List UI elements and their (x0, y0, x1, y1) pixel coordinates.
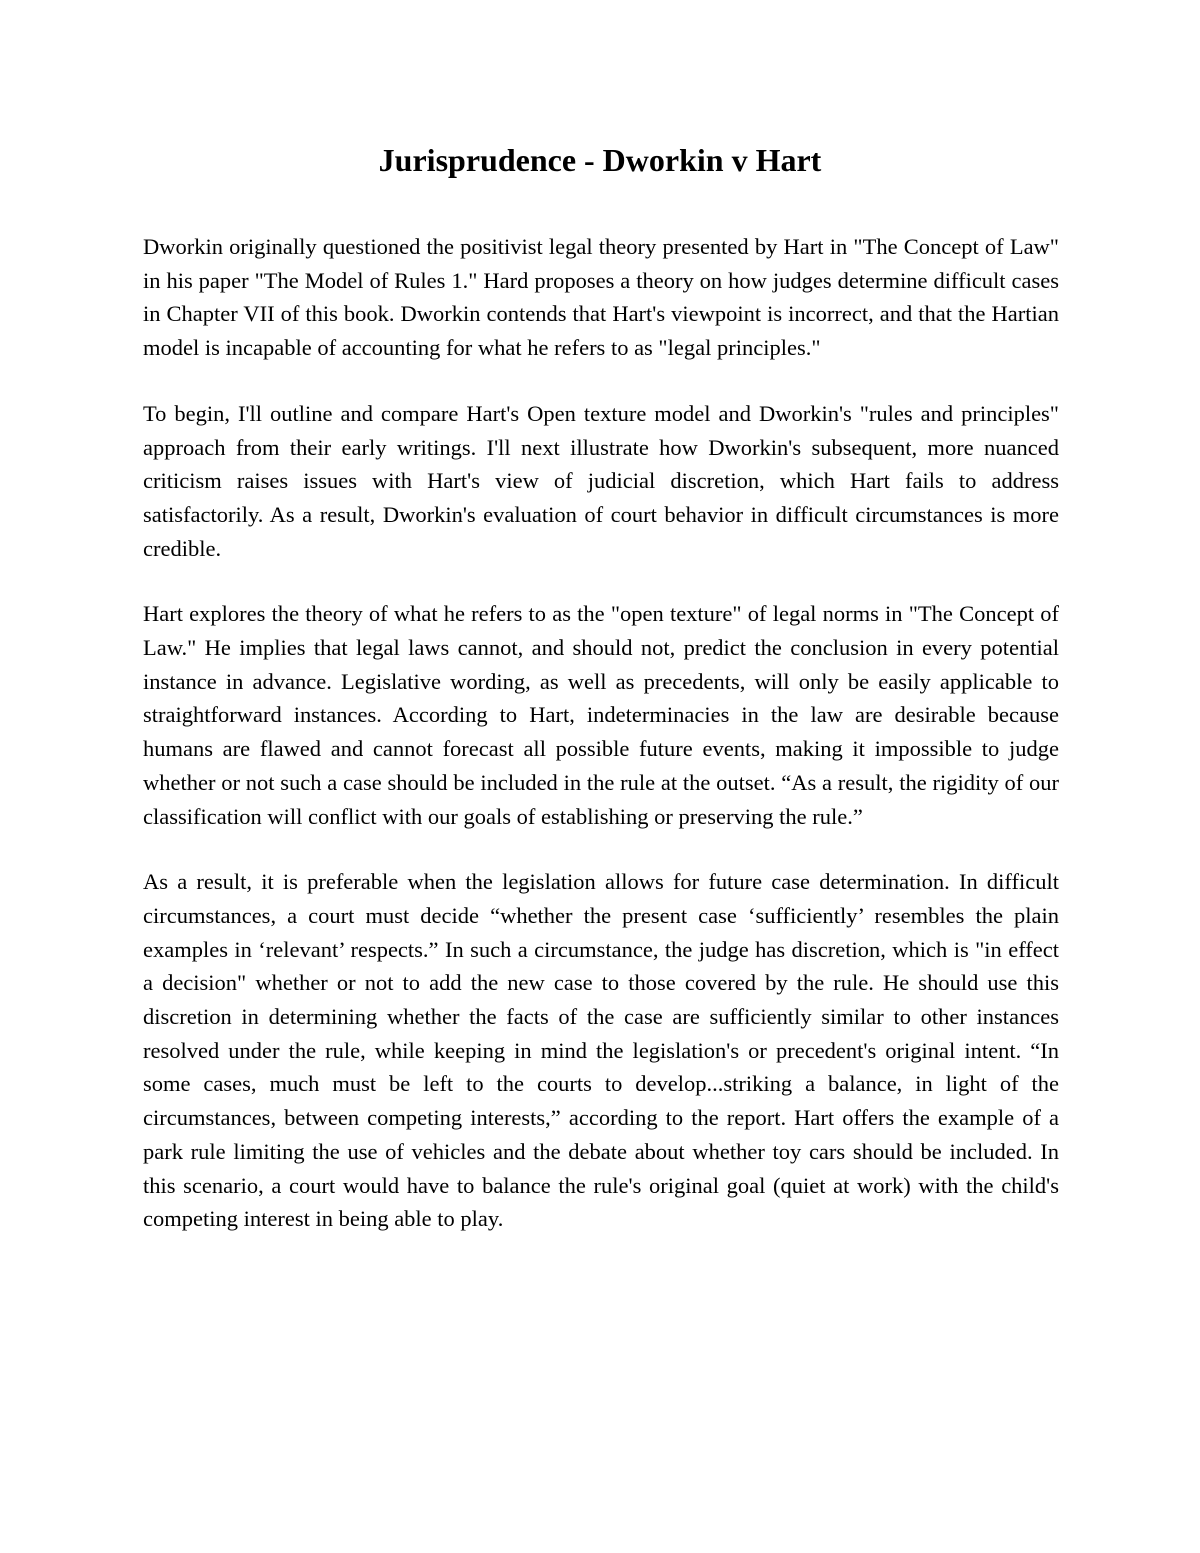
paragraph-1: Dworkin originally questioned the positivist legal theory presented by Hart in "The Concept of Law" in his paper "The Model of Rules 1." Hard proposes a theory on how judges determine difficult cases in Chapter VII of this book. Dworkin contends that Hart's viewpoint is incorrect, and that the Hartian model is incapable of accounting for what he refers to as "legal principles." (143, 234, 1059, 361)
paragraph-3: Hart explores the theory of what he refers to as the "open texture" of legal norms in "The Concept of Law." He implies that legal laws cannot, and should not, predict the conclusion in every potential instance in advance. Legislative wording, as well as precedents, will only be easily applicable to straightforward instances. According to Hart, indeterminacies in the law are desirable because humans are flawed and cannot forecast all possible future events, making it impossible to judge whether or not such a case should be included in the rule at the outset. “As a result, the rigidity of our classification will conflict with our goals of establishing or preserving the rule.” (143, 601, 1059, 829)
document-title: Jurisprudence - Dworkin v Hart (378, 142, 822, 178)
document-body (143, 230, 1059, 1268)
paragraph-2: To begin, I'll outline and compare Hart's Open texture model and Dworkin's "rules and principles" approach from their early writings. I'll next illustrate how Dworkin's subsequent, more nuanced criticism raises issues with Hart's view of judicial discretion, which Hart fails to address satisfactorily. As a result, Dworkin's evaluation of court behavior in difficult circumstances is more credible. (143, 400, 1059, 561)
paragraph-4: As a result, it is preferable when the legislation allows for future case determination. In difficult circumstances, a court must decide “whether the present case ‘sufficiently’ resembles the plain examples in ‘relevant’ respects.” In such a circumstance, the judge has discretion, which is "in effect a decision" whether or not to add the new case to those covered by the rule. He should use this discretion in determining whether the facts of the case are sufficiently similar to other instances resolved under the rule, while keeping in mind the legislation's or precedent's original intent. “In some cases, much must be left to the courts to develop...striking a balance, in light of the circumstances, between competing interests,” according to the report. Hart offers the example of a park rule limiting the use of vehicles and the debate about whether toy cars should be included. In this scenario, a court would have to balance the rule's original goal (quiet at work) with the child's competing interest in being able to play. (143, 869, 1059, 1232)
